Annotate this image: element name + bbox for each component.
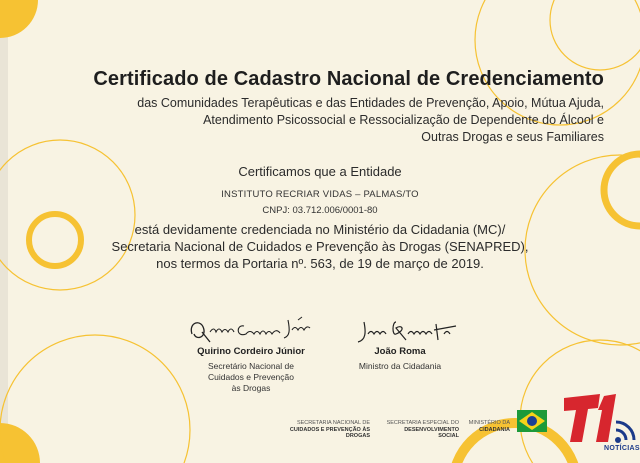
certificate-title: Certificado de Cadastro Nacional de Credenciamento xyxy=(93,68,604,90)
logo-desenvolvimento-social xyxy=(384,420,459,440)
logo-senapred xyxy=(272,420,370,440)
logo-line: MINISTÉRIO DA xyxy=(468,420,510,426)
brazil-flag-icon xyxy=(517,410,547,432)
certification-body xyxy=(50,221,590,272)
signature-quirino xyxy=(186,312,322,344)
subtitle-line: Atendimento Psicossocial e Ressocialização de Dependente do Álcool e xyxy=(203,113,604,127)
entity-cnpj: CNPJ: 03.712.006/0001-80 xyxy=(262,205,378,216)
signature-joao-roma xyxy=(356,316,460,346)
body-line: Secretaria Nacional de Cuidados e Prevenção às Drogas (SENAPRED), xyxy=(111,239,529,254)
logo-line: DESENVOLVIMENTO SOCIAL xyxy=(404,426,459,439)
signatory-role: Secretário Nacional de xyxy=(208,361,294,371)
signatory-joao-roma xyxy=(340,346,460,372)
logo-line: SECRETARIA ESPECIAL DO xyxy=(386,420,459,426)
signatory-role: Cuidados e Prevenção xyxy=(207,372,294,382)
subtitle-line: Outras Drogas e seus Familiares xyxy=(421,130,604,144)
certificate-subtitle xyxy=(44,95,604,146)
body-line: está devidamente credenciada no Ministério da Cidadania (MC)/ xyxy=(134,222,506,237)
signatory-quirino xyxy=(186,346,316,394)
logo-line: CUIDADOS E PREVENÇÃO ÀS DROGAS xyxy=(289,426,370,439)
watermark-label: NOTÍCIAS xyxy=(604,445,640,452)
subtitle-line: das Comunidades Terapêuticas e das Entidades de Prevenção, Apoio, Mútua Ajuda, xyxy=(137,96,604,110)
certification-lead: Certificamos que a Entidade xyxy=(238,164,402,179)
t1-noticias-logo xyxy=(560,390,640,450)
left-margin-strip xyxy=(0,0,8,463)
body-line: nos termos da Portaria nº. 563, de 19 de março de 2019. xyxy=(156,256,484,271)
signatory-role: às Drogas xyxy=(231,383,271,393)
logo-line: SECRETARIA NACIONAL DE xyxy=(296,420,370,426)
signatory-role: Ministro da Cidadania xyxy=(358,361,442,371)
entity-name: INSTITUTO RECRIAR VIDAS – PALMAS/TO xyxy=(221,189,419,200)
signatory-name: Quirino Cordeiro Júnior xyxy=(197,346,305,357)
logo-line: CIDADANIA xyxy=(479,426,510,433)
logo-ministerio-cidadania xyxy=(466,420,510,433)
signatory-name: João Roma xyxy=(374,346,426,357)
